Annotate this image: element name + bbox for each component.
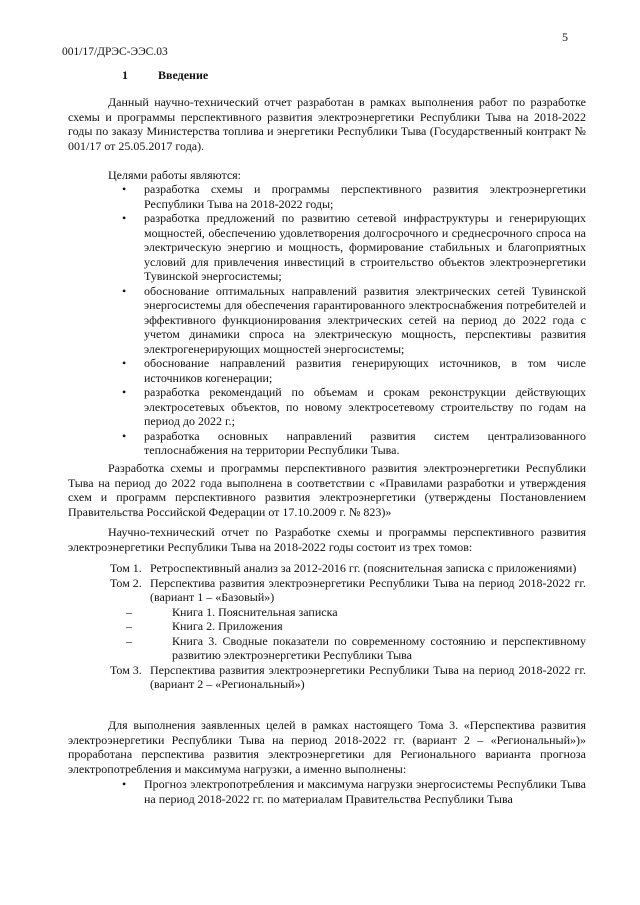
dash-icon: – — [126, 619, 132, 633]
list-item — [122, 211, 586, 284]
bullet-icon: • — [122, 283, 127, 298]
volume-label: Том 3. — [110, 662, 142, 677]
list-item — [122, 356, 586, 385]
document-number: 001/17/ДРЭС-ЭЭС.03 — [62, 46, 168, 58]
goal-text: обоснование оптимальных направлений развития электрических сетей Тувинской энергосистемы для обеспечения гарантированного электроснабжения потребителей и эффективного функционирования электрических сетей на период до 2022 года с учетом динамики спроса на электрическую мощность, перспективы развития электрогенерирующих мощностей энергосистемы; — [144, 283, 586, 356]
paragraph-3-block — [68, 525, 586, 554]
bullet-icon: • — [122, 182, 127, 196]
volume-item — [110, 576, 586, 605]
section-title: Введение — [158, 68, 209, 82]
book-item — [110, 619, 586, 634]
book-text: Книга 1. Пояснительная записка — [172, 604, 338, 619]
volume-item — [110, 561, 586, 576]
bullet-icon: • — [122, 428, 127, 443]
goal-text: разработка основных направлений развития систем централизованного теплоснабжения на территории Республики Тыва. — [144, 428, 586, 457]
volumes-list — [110, 561, 586, 692]
paragraph-2-block — [68, 461, 586, 519]
bullet-icon: • — [122, 385, 127, 399]
list-item — [122, 284, 586, 357]
goal-text: разработка рекомендаций по объемам и срокам реконструкции действующих электросетевых объектов, по новому электросетевому строительству по годам на период до 2022 г.; — [144, 385, 586, 428]
goals-lead: Целями работы являются: — [108, 168, 242, 182]
bullet-icon: • — [122, 356, 127, 370]
volume-label: Том 1. — [110, 561, 142, 575]
intro-paragraph-block — [68, 95, 586, 153]
intro-paragraph: Данный научно-технический отчет разработан в рамках выполнения работ по разработке схемы и программы перспективного развития электроэнергетики Республики Тыва на 2018-2022 годы по заказу Министерства топлива и энергетики Республики Тыва (Государственный контракт № 001/17 от 25.05.2017 года). — [68, 95, 586, 153]
book-text: Книга 2. Приложения — [172, 619, 283, 633]
bullet-icon: • — [122, 211, 127, 225]
volume-text: Перспектива развития электроэнергетики Республики Тыва на период 2018-2022 гг. (вариант 2 – «Региональный») — [150, 662, 586, 691]
paragraph-4: Для выполнения заявленных целей в рамках настоящего Тома 3. «Перспектива развития электроэнергетики Республики Тыва на период 2018-2022 гг. (вариант 2 – «Региональный»)» проработана перспектива развития электроэнергетики для Регионального варианта прогноза электропотребления и максимума нагрузки, а именно выполнены: — [68, 718, 586, 776]
goal-text: обоснование направлений развития генерирующих источников, в том числе источников когенерации; — [144, 356, 586, 385]
volume-text: Перспектива развития электроэнергетики Республики Тыва на период 2018-2022 гг. (вариант 1 – «Базовый») — [150, 575, 586, 604]
bullet-icon: • — [122, 777, 127, 791]
volume-item — [110, 663, 586, 692]
list-item — [122, 429, 586, 458]
task-text: Прогноз электропотребления и максимума нагрузки энергосистемы Республики Тыва на период 2018-2022 гг. по материалам Правительства Республики Тыва — [144, 777, 586, 806]
dash-icon: – — [126, 604, 132, 619]
book-item — [110, 634, 586, 663]
section-heading — [122, 68, 208, 83]
goals-list — [122, 182, 586, 458]
paragraph-2: Разработка схемы и программы перспективного развития электроэнергетики Республики Тыва на период до 2022 года выполнена в соответствии с «Правилами разработки и утверждения схем и программ перспективного развития электроэнергетики (утверждены Постановлением Правительства Российской Федерации от 17.10.2009 г. № 823)» — [68, 461, 586, 519]
page-number: 5 — [562, 30, 568, 44]
list-item — [122, 182, 586, 211]
tasks-list — [122, 777, 586, 806]
dash-icon: – — [126, 633, 132, 648]
book-item — [110, 605, 586, 620]
book-text: Книга 3. Сводные показатели по современному состоянию и перспективному развитию электроэнергетики Республики Тыва — [172, 633, 586, 662]
volume-label: Том 2. — [110, 575, 142, 590]
paragraph-4-block — [68, 718, 586, 776]
list-item — [122, 385, 586, 429]
volume-text: Ретроспективный анализ за 2012-2016 гг. (пояснительная записка с приложениями) — [150, 561, 577, 575]
goal-text: разработка предложений по развитию сетевой инфраструктуры и генерирующих мощностей, обеспечению удовлетворения долгосрочного и среднесрочного спроса на электрическую энергию и мощность, формирование стабильных и благоприятных условий для привлечения инвестиций в строительство объектов электроэнергетики Тувинской энергосистемы; — [144, 211, 586, 283]
goal-text: разработка схемы и программы перспективного развития электроэнергетики Республики Тыва на 2018-2022 годы; — [144, 182, 586, 211]
section-number: 1 — [122, 68, 128, 82]
paragraph-3: Научно-технический отчет по Разработке схемы и программы перспективного развития электроэнергетики Республики Тыва на 2018-2022 годы состоит из трех томов: — [68, 525, 586, 554]
list-item — [122, 777, 586, 806]
